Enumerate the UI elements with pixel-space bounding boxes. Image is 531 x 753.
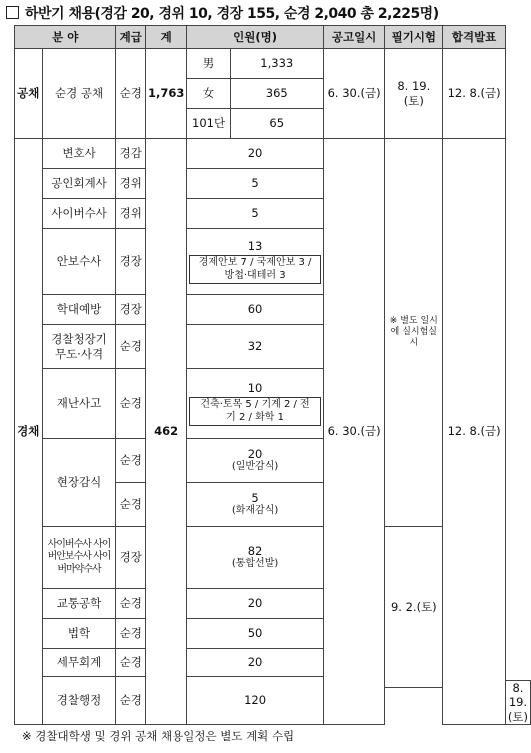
count-cell: 65 bbox=[230, 109, 323, 139]
result-cell: 12. 8.(금) bbox=[443, 139, 506, 725]
rank-cell: 순경 bbox=[116, 649, 146, 677]
exam-cell: 8. 19.(토) bbox=[505, 681, 530, 725]
table-row bbox=[15, 139, 531, 169]
count-cell bbox=[187, 369, 323, 439]
field-cell: 안보수사 bbox=[42, 229, 116, 295]
count-sub: (일반감식) bbox=[231, 461, 279, 473]
field-cell: 교통공학 bbox=[42, 589, 116, 619]
count-cell bbox=[187, 527, 323, 589]
count-value: 82 bbox=[247, 544, 263, 559]
count-detail: 경제안보 7 / 국제안보 3 / 방첩·대테러 3 bbox=[189, 255, 320, 284]
exam-cell: 9. 2.(토) bbox=[385, 527, 443, 688]
recruitment-schedule-table bbox=[14, 25, 531, 725]
count-value: 5 bbox=[251, 491, 259, 506]
rank-cell: 순경 bbox=[116, 325, 146, 369]
header-exam: 필기시험 bbox=[385, 26, 443, 49]
field-cell: 경찰청장기 무도·사격 bbox=[42, 325, 116, 369]
field-cell: 변호사 bbox=[42, 139, 116, 169]
footnote: ※ 경찰대학생 및 경위 공채 채용일정은 별도 계획 수립 bbox=[22, 729, 295, 743]
rank-cell: 순경 bbox=[116, 619, 146, 649]
rank-cell: 순경 bbox=[116, 589, 146, 619]
field-cell: 법학 bbox=[42, 619, 116, 649]
gender-label: 女 bbox=[187, 79, 230, 109]
field-cell: 세무회계 bbox=[42, 649, 116, 677]
count-value: 13 bbox=[247, 238, 263, 253]
count-cell bbox=[187, 229, 323, 295]
announce-cell: 6. 30.(금) bbox=[323, 139, 385, 725]
field-cell: 경찰행정 bbox=[42, 677, 116, 725]
count-cell: 20 bbox=[187, 589, 323, 619]
announce-cell: 6. 30.(금) bbox=[323, 49, 385, 139]
rank-cell: 순경 bbox=[116, 439, 146, 483]
total-cell: 1,763 bbox=[145, 49, 186, 139]
rank-cell: 경장 bbox=[116, 229, 146, 295]
gender-label: 101단 bbox=[187, 109, 230, 139]
total-cell: 462 bbox=[145, 139, 186, 725]
field-cell: 공인회계사 bbox=[42, 169, 116, 199]
header-rank: 계급 bbox=[116, 26, 146, 49]
header-count: 인원(명) bbox=[187, 26, 323, 49]
header-row bbox=[15, 26, 531, 49]
count-cell: 5 bbox=[187, 169, 323, 199]
header-result: 합격발표 bbox=[443, 26, 506, 49]
rank-cell: 경장 bbox=[116, 527, 146, 589]
count-cell: 20 bbox=[187, 139, 323, 169]
field-cell: 순경 공채 bbox=[42, 49, 116, 139]
rank-cell: 순경 bbox=[116, 483, 146, 527]
count-cell: 365 bbox=[230, 79, 323, 109]
rank-cell: 순경 bbox=[116, 49, 146, 139]
count-sub: (화재감식) bbox=[231, 505, 279, 517]
count-cell bbox=[187, 439, 323, 483]
field-cell: 사이버수사 bbox=[42, 199, 116, 229]
count-cell: 20 bbox=[187, 649, 323, 677]
count-cell: 32 bbox=[187, 325, 323, 369]
rank-cell: 경장 bbox=[116, 295, 146, 325]
group-gyeongchae: 경채 bbox=[15, 139, 43, 725]
count-cell: 1,333 bbox=[230, 49, 323, 79]
field-cell: 재난사고 bbox=[42, 369, 116, 439]
rank-cell: 순경 bbox=[116, 677, 146, 725]
exam-note-cell: ※ 별도 일시에 실시험실시 bbox=[385, 139, 443, 527]
header-announce: 공고일시 bbox=[323, 26, 385, 49]
checkbox-square-icon bbox=[6, 6, 19, 19]
table-row bbox=[15, 49, 531, 79]
field-cell: 학대예방 bbox=[42, 295, 116, 325]
count-cell: 5 bbox=[187, 199, 323, 229]
group-gongchae: 공채 bbox=[15, 49, 43, 139]
count-cell: 60 bbox=[187, 295, 323, 325]
count-cell bbox=[187, 483, 323, 527]
count-detail: 건축·토목 5 / 기계 2 / 전기 2 / 화학 1 bbox=[189, 397, 320, 426]
header-field: 분 야 bbox=[15, 26, 116, 49]
rank-cell: 순경 bbox=[116, 369, 146, 439]
rank-cell: 경위 bbox=[116, 169, 146, 199]
gender-label: 男 bbox=[187, 49, 230, 79]
result-cell: 12. 8.(금) bbox=[443, 49, 506, 139]
count-sub: (통합선발) bbox=[231, 558, 279, 570]
rank-cell: 경위 bbox=[116, 199, 146, 229]
exam-cell: 8. 19.(토) bbox=[385, 49, 443, 139]
field-cell: 현장감식 bbox=[42, 439, 116, 527]
rank-cell: 경감 bbox=[116, 139, 146, 169]
count-cell: 120 bbox=[187, 677, 323, 725]
section-title bbox=[6, 3, 439, 23]
count-value: 20 bbox=[247, 447, 263, 462]
title-text: 하반기 채용(경감 20, 경위 10, 경장 155, 순경 2,040 총 2,225명) bbox=[25, 6, 439, 22]
header-total: 계 bbox=[145, 26, 186, 49]
count-value: 10 bbox=[247, 380, 263, 395]
field-cell: 사이버수사 사이버안보수사 사이버마약수사 bbox=[42, 527, 116, 589]
count-cell: 50 bbox=[187, 619, 323, 649]
